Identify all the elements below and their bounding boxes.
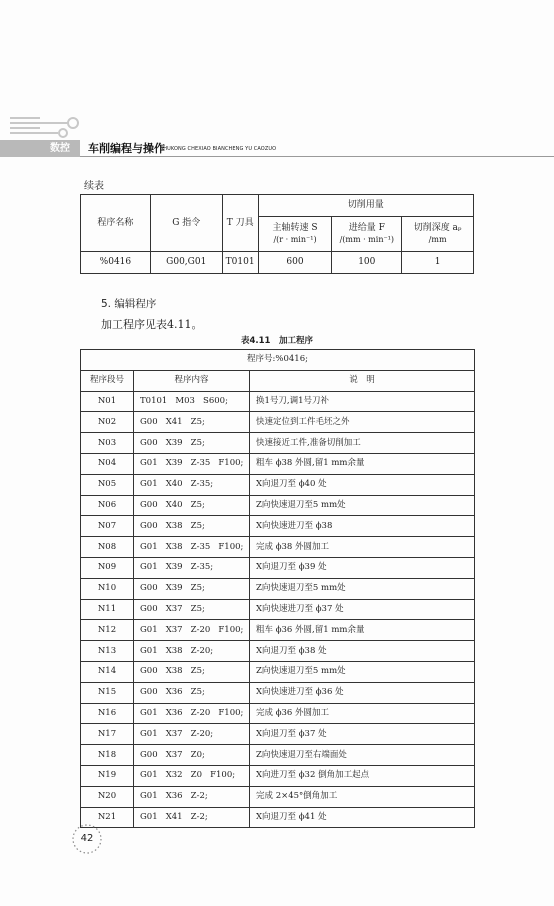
header-content: 程序内容 (134, 370, 250, 391)
code-cell: G00 X39 Z5; (134, 578, 250, 599)
table-row (81, 807, 475, 828)
note-cell: Z向快速退刀至5 mm处 (250, 578, 475, 599)
segment-cell: N04 (81, 453, 134, 474)
book-title-pinyin: SHUKONG CHEXIAO BIANCHENG YU CAOZUO (160, 146, 277, 152)
depth-label: 切削深度 aₚ (413, 223, 462, 233)
code-cell: G00 X39 Z5; (134, 433, 250, 454)
code-cell: G01 X41 Z-2; (134, 807, 250, 828)
cell-depth: 1 (402, 252, 474, 274)
feed-unit: /(mm · min⁻¹) (339, 235, 395, 244)
header-program-name: 程序名称 (81, 195, 151, 252)
continued-label: 续表 (84, 181, 104, 192)
note-cell: X向快速进刀至 ϕ38 (250, 516, 475, 537)
code-cell: G01 X39 Z-35; (134, 557, 250, 578)
table-row (81, 516, 475, 537)
note-cell: Z向快速退刀至5 mm处 (250, 495, 475, 516)
spindle-speed-label: 主轴转速 S (272, 223, 318, 233)
note-cell: X向退刀至 ϕ37 处 (250, 724, 475, 745)
code-cell: G00 X38 Z5; (134, 661, 250, 682)
table-row (81, 786, 475, 807)
code-cell: G01 X36 Z-2; (134, 786, 250, 807)
depth-unit: /mm (428, 235, 447, 244)
note-cell: X向退刀至 ϕ41 处 (250, 807, 475, 828)
note-cell: X向快速进刀至 ϕ36 处 (250, 682, 475, 703)
cell-spindle-speed: 600 (258, 252, 332, 274)
code-cell: G01 X38 Z-35 F100; (134, 537, 250, 558)
segment-cell: N09 (81, 557, 134, 578)
segment-cell: N14 (81, 661, 134, 682)
note-cell: X向退刀至 ϕ40 处 (250, 474, 475, 495)
header-segment: 程序段号 (81, 370, 134, 391)
table-row (81, 745, 475, 766)
note-cell: X向退刀至 ϕ38 处 (250, 641, 475, 662)
code-cell: G01 X37 Z-20; (134, 724, 250, 745)
spindle-speed-unit: /(r · min⁻¹) (273, 235, 317, 244)
table-row (81, 495, 475, 516)
header-tool: T 刀具 (222, 195, 258, 252)
cell-feed: 100 (332, 252, 402, 274)
segment-cell: N11 (81, 599, 134, 620)
segment-cell: N21 (81, 807, 134, 828)
table-row (81, 453, 475, 474)
table-row (81, 682, 475, 703)
code-cell: G01 X37 Z-20 F100; (134, 620, 250, 641)
body-paragraph: 加工程序见表4.11。 (101, 318, 203, 331)
section-heading: 5. 编辑程序 (101, 298, 157, 310)
segment-cell: N05 (81, 474, 134, 495)
segment-cell: N19 (81, 765, 134, 786)
code-cell: G01 X32 Z0 F100; (134, 765, 250, 786)
segment-cell: N16 (81, 703, 134, 724)
header-rule (80, 156, 554, 157)
code-cell: G00 X40 Z5; (134, 495, 250, 516)
segment-cell: N08 (81, 537, 134, 558)
note-cell: 粗车 ϕ36 外圆,留1 mm余量 (250, 620, 475, 641)
segment-cell: N10 (81, 578, 134, 599)
table-row (81, 433, 475, 454)
note-cell: Z向快速退刀至5 mm处 (250, 661, 475, 682)
header-note: 说 明 (250, 370, 475, 391)
code-cell: G00 X38 Z5; (134, 516, 250, 537)
code-cell: G01 X40 Z-35; (134, 474, 250, 495)
cell-tool: T0101 (222, 252, 258, 274)
note-cell: 粗车 ϕ38 外圆,留1 mm余量 (250, 453, 475, 474)
table-row (81, 620, 475, 641)
code-cell: G01 X38 Z-20; (134, 641, 250, 662)
note-cell: 完成 ϕ38 外圆加工 (250, 537, 475, 558)
segment-cell: N06 (81, 495, 134, 516)
note-cell: 快速接近工件,准备切削加工 (250, 433, 475, 454)
circuit-decoration-icon (10, 104, 90, 144)
code-cell: G01 X39 Z-35 F100; (134, 453, 250, 474)
cell-program-name: %0416 (81, 252, 151, 274)
code-cell: T0101 M03 S600; (134, 391, 250, 412)
cell-g-code: G00,G01 (150, 252, 222, 274)
table-row (81, 474, 475, 495)
segment-cell: N02 (81, 412, 134, 433)
running-header (0, 140, 554, 157)
book-title: 车削编程与操作 (88, 142, 165, 155)
table-row (81, 641, 475, 662)
table-row (81, 765, 475, 786)
code-cell: G00 X37 Z5; (134, 599, 250, 620)
header-cutting-group: 切削用量 (258, 195, 473, 217)
note-cell: X向快速进刀至 ϕ37 处 (250, 599, 475, 620)
code-cell: G00 X36 Z5; (134, 682, 250, 703)
code-cell: G00 X37 Z0; (134, 745, 250, 766)
table-row (81, 599, 475, 620)
header-depth (402, 217, 474, 252)
header-spindle-speed (258, 217, 332, 252)
table-row (81, 557, 475, 578)
note-cell: X向退刀至 ϕ39 处 (250, 557, 475, 578)
segment-cell: N18 (81, 745, 134, 766)
table-row (81, 661, 475, 682)
page-number-text: 42 (80, 833, 94, 844)
header-g-code: G 指令 (150, 195, 222, 252)
segment-cell: N13 (81, 641, 134, 662)
segment-cell: N07 (81, 516, 134, 537)
segment-cell: N12 (81, 620, 134, 641)
note-cell: 换1号刀,调1号刀补 (250, 391, 475, 412)
table-caption: 表4.11 加工程序 (241, 336, 313, 346)
table-row (81, 724, 475, 745)
segment-cell: N15 (81, 682, 134, 703)
table-row (81, 537, 475, 558)
feed-label: 进给量 F (348, 223, 385, 233)
note-cell: 快速定位到工件毛坯之外 (250, 412, 475, 433)
note-cell: 完成 ϕ36 外圆加工 (250, 703, 475, 724)
series-tag: 数控 (0, 140, 80, 157)
segment-cell: N17 (81, 724, 134, 745)
table-row (81, 252, 474, 274)
note-cell: 完成 2×45°倒角加工 (250, 786, 475, 807)
header-feed (332, 217, 402, 252)
note-cell: X向进刀至 ϕ32 倒角加工起点 (250, 765, 475, 786)
segment-cell: N03 (81, 433, 134, 454)
cutting-parameter-table (80, 194, 474, 274)
program-number: 程序号:%0416; (81, 350, 475, 371)
code-cell: G01 X36 Z-20 F100; (134, 703, 250, 724)
program-table (80, 349, 475, 828)
table-row (81, 412, 475, 433)
table-row (81, 391, 475, 412)
code-cell: G00 X41 Z5; (134, 412, 250, 433)
table-row (81, 703, 475, 724)
table-row (81, 578, 475, 599)
segment-cell: N20 (81, 786, 134, 807)
page-number (70, 822, 104, 856)
segment-cell: N01 (81, 391, 134, 412)
note-cell: Z向快速退刀至右端面处 (250, 745, 475, 766)
